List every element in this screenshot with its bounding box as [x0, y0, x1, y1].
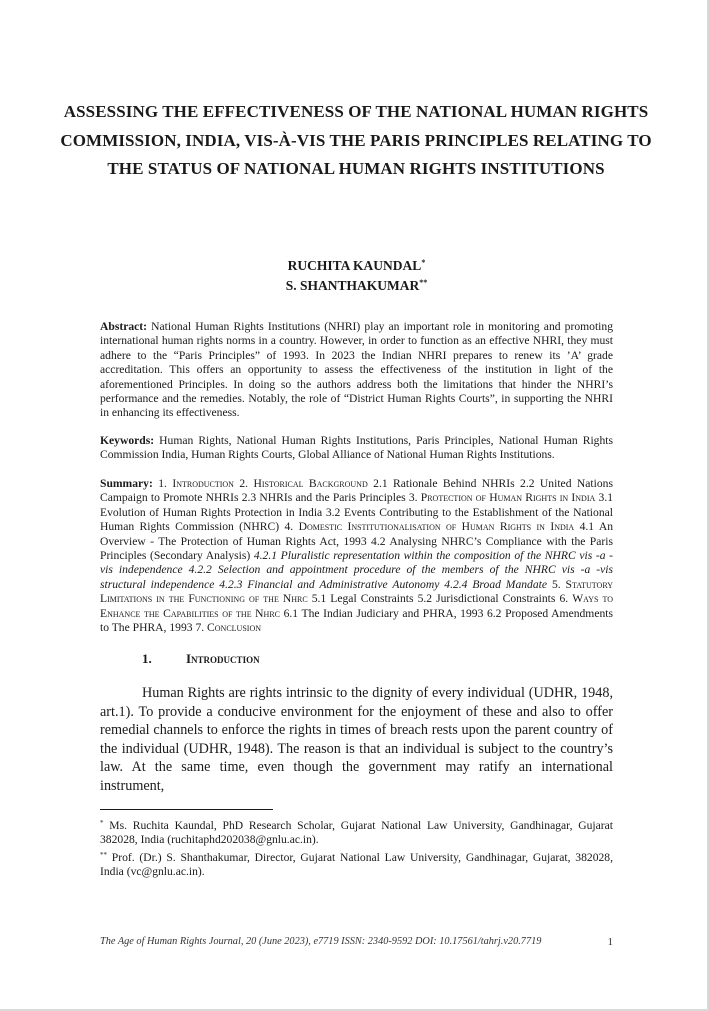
- keywords-label: Keywords:: [100, 434, 155, 447]
- abstract-label: Abstract:: [100, 320, 148, 333]
- summary: [100, 477, 613, 635]
- section-heading: [142, 651, 260, 667]
- summary-part: 2.: [239, 477, 249, 490]
- summary-subsections: 4.2.1 Pluralistic representation within the composition of the NHRC vis -a -vis independence 4.2.2 Selection and appointment procedure of the members of the NHRC vis -a -vis structural independence 4.2.3 Financial and Administrative Autonomy 4.2.4 Broad Mandate: [100, 549, 613, 591]
- author-1: [100, 254, 613, 274]
- summary-part: 3.1 Evolution of Human Rights Protection in India 3.2 Events Contributing to the Establishment of the National Human Rights Commission (NHRC) 4.: [100, 491, 614, 534]
- paper-title: ASSESSING THE EFFECTIVENESS OF THE NATIONAL HUMAN RIGHTS COMMISSION, INDIA, VIS-À-VIS THE PARIS PRINCIPLES RELATING TO THE STATUS OF NATIONAL HUMAN RIGHTS INSTITUTIONS: [60, 102, 652, 178]
- footnote-2: [100, 848, 613, 880]
- journal-citation: The Age of Human Rights Journal, 20 (June 2023), e7719 ISSN: 2340-9592 DOI: 10.17561/tahrj.v20.7719: [100, 936, 542, 947]
- summary-part: 2.1 Rationale Behind NHRIs 2.2 United Nations Campaign to Promote NHRIs 2.3 NHRIs and the Paris Principles 3.: [100, 477, 613, 505]
- page-number: 1: [607, 936, 613, 948]
- summary-part: 6.1 The Indian Judiciary and PHRA, 1993 6.2 Proposed Amendments to The PHRA, 1993 7.: [100, 606, 613, 635]
- footnote-text: Ms. Ruchita Kaundal, PhD Research Scholar, Gujarat National Law University, Gandhinagar, Gujarat 382028, India (ruchitaphd202038@gnlu.ac.in).: [100, 819, 613, 847]
- summary-part: 5.1 Legal Constraints 5.2 Jurisdictional Constraints 6.: [311, 592, 569, 606]
- summary-part: 5.: [551, 577, 561, 591]
- summary-section-title: Ways to Enhance the Capabilities of the Nhrc: [100, 592, 613, 620]
- abstract: [100, 320, 613, 421]
- author-footnote-mark: *: [421, 258, 426, 267]
- author-name: RUCHITA KAUNDAL: [287, 258, 422, 273]
- page-footer: [100, 936, 613, 947]
- author-block: [100, 254, 613, 294]
- footnote-rule: [100, 809, 273, 810]
- summary-section-title: Historical Background: [253, 477, 368, 490]
- section-number: 1.: [142, 651, 152, 666]
- abstract-text: National Human Rights Institutions (NHRI) play an important role in monitoring and promoting international human rights norms in a country. However, in order to function as an effective NHRI, they must adhere to the “Paris Principles” of 1993. In 2023 the Indian NHRI prepares to renew its ’A’ grade accreditation. This offers an opportunity to assess the effectiveness of the institution in light of the aforementioned Principles. In doing so the authors address both the limitations that hinder the NHRI’s performance and the remedies. Notably, the role of “District Human Rights Courts”, in supporting the NHRI in enhancing its effectiveness.: [100, 320, 613, 420]
- summary-label: Summary:: [100, 477, 153, 490]
- summary-section-title: Conclusion: [207, 621, 262, 635]
- summary-section-title: Statutory Limitations in the Functioning of the Nhrc: [100, 577, 613, 606]
- author-name: S. SHANTHAKUMAR: [285, 278, 420, 293]
- keywords-text: Human Rights, National Human Rights Institutions, Paris Principles, National Human Rights Commission India, Human Rights Courts, Global Alliance of National Human Rights Institutions.: [100, 434, 613, 462]
- summary-section-title: Introduction: [172, 477, 234, 490]
- author-footnote-mark: **: [419, 278, 428, 287]
- footnote-text: Prof. (Dr.) S. Shanthakumar, Director, Gujarat National Law University, Gandhinagar, Gujarat, 382028, India (vc@gnlu.ac.in).: [100, 850, 613, 879]
- author-2: [100, 274, 613, 294]
- section-title: Introduction: [186, 651, 260, 666]
- footnote-mark: *: [100, 819, 104, 827]
- footnotes: [100, 816, 613, 880]
- keywords: [100, 434, 613, 463]
- summary-part: 4.1 An Overview - The Protection of Human Rights Act, 1993 4.2 Analysing NHRC’s Compliance with the Paris Principles (Secondary Analysis): [100, 520, 613, 563]
- body-paragraph: Human Rights are rights intrinsic to the dignity of every individual (UDHR, 1948, art.1). To provide a conducive environment for the enjoyment of these and also to offer remedial channels to enforce the rights in times of breach rests upon the parent country of the individual (UDHR, 1948). The reason is that an individual is subject to the country’s law. At the same time, even though the government may ratify an international instrument,: [100, 685, 613, 794]
- summary-part: 1.: [158, 477, 167, 490]
- summary-section-title: Domestic Institutionalisation of Human Rights in India: [298, 520, 575, 534]
- footnote-mark: **: [100, 850, 107, 859]
- summary-section-title: Protection of Human Rights in India: [420, 491, 596, 505]
- footnote-1: [100, 816, 613, 848]
